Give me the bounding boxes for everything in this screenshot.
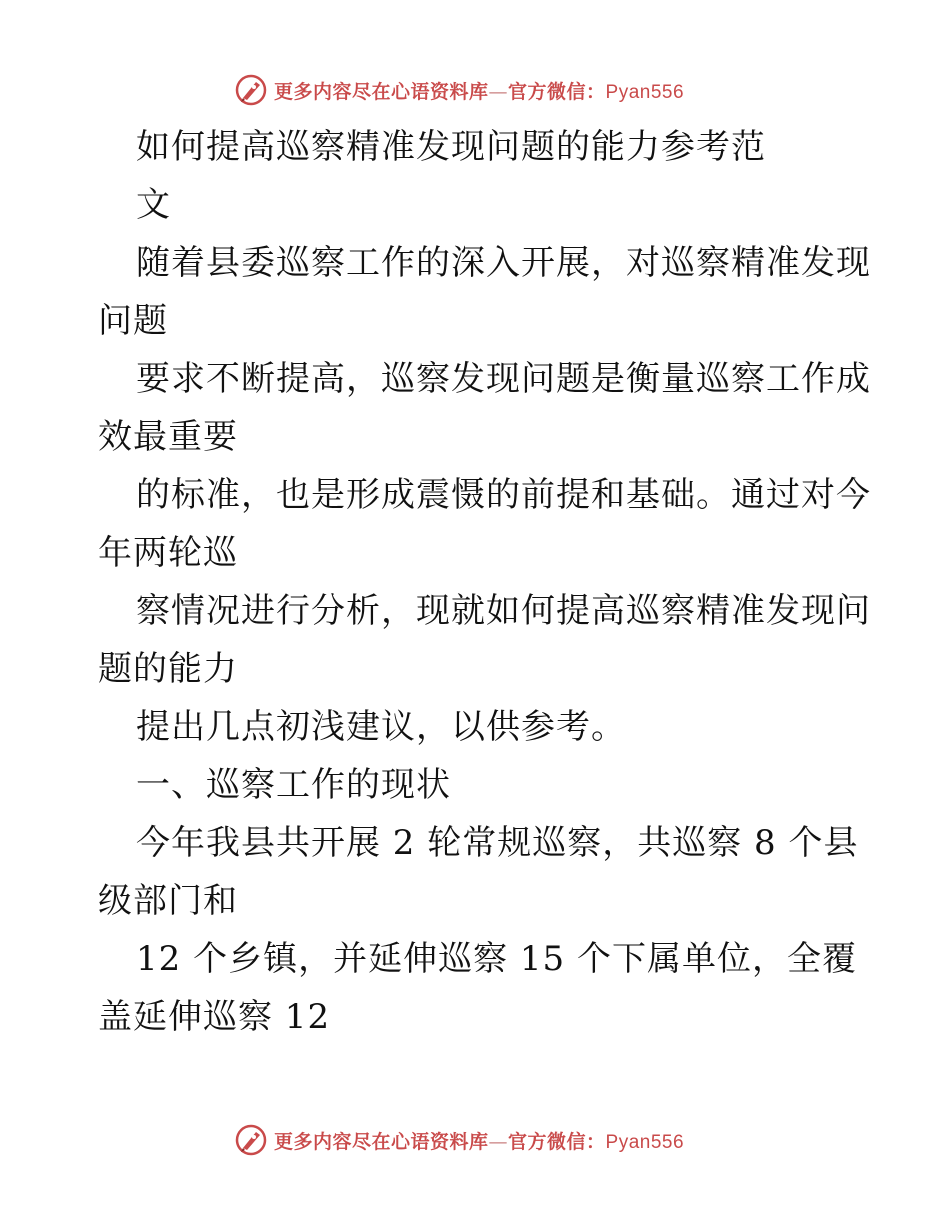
watermark-main-text: 更多内容尽在心语资料库 [274,80,489,103]
paragraph-line: 题的能力 [98,649,238,689]
paragraph-line: 级部门和 [98,881,238,921]
paragraph-line: 提出几点初浅建议，以供参考。 [136,707,626,747]
paragraph-line: 12 个乡镇，并延伸巡察 15 个下属单位，全覆 [136,939,857,979]
paragraph-line: 效最重要 [98,417,238,457]
footer-watermark [234,1122,754,1158]
watermark-text [274,77,684,104]
paragraph-line: 的标准，也是形成震慑的前提和基础。通过对今 [136,475,871,515]
watermark-wechat-label: 官方微信： [508,1130,606,1153]
watermark-main-text: 更多内容尽在心语资料库 [274,1130,489,1153]
paragraph-line: 盖延伸巡察 12 [98,997,331,1037]
paragraph-line: 年两轮巡 [98,533,238,573]
document-title-line-2: 文 [136,185,171,225]
watermark-wechat-id: Pyan556 [605,1131,685,1153]
paragraph-line: 今年我县共开展 2 轮常规巡察，共巡察 8 个县 [136,823,859,863]
paragraph-line: 问题 [98,301,168,341]
watermark-wechat-id: Pyan556 [605,81,685,103]
feather-pen-logo-icon [234,73,268,107]
section-heading: 一、巡察工作的现状 [136,765,451,805]
document-title-line-1: 如何提高巡察精准发现问题的能力参考范 [136,127,766,167]
feather-pen-logo-icon [234,1123,268,1157]
watermark-separator: — [488,1130,509,1153]
paragraph-line: 随着县委巡察工作的深入开展，对巡察精准发现 [136,243,871,283]
watermark-separator: — [488,80,509,103]
paragraph-line: 要求不断提高，巡察发现问题是衡量巡察工作成 [136,359,871,399]
document-body [98,118,871,1046]
header-watermark [234,72,754,108]
paragraph-line: 察情况进行分析，现就如何提高巡察精准发现问 [136,591,871,631]
watermark-text [274,1127,684,1154]
watermark-wechat-label: 官方微信： [508,80,606,103]
